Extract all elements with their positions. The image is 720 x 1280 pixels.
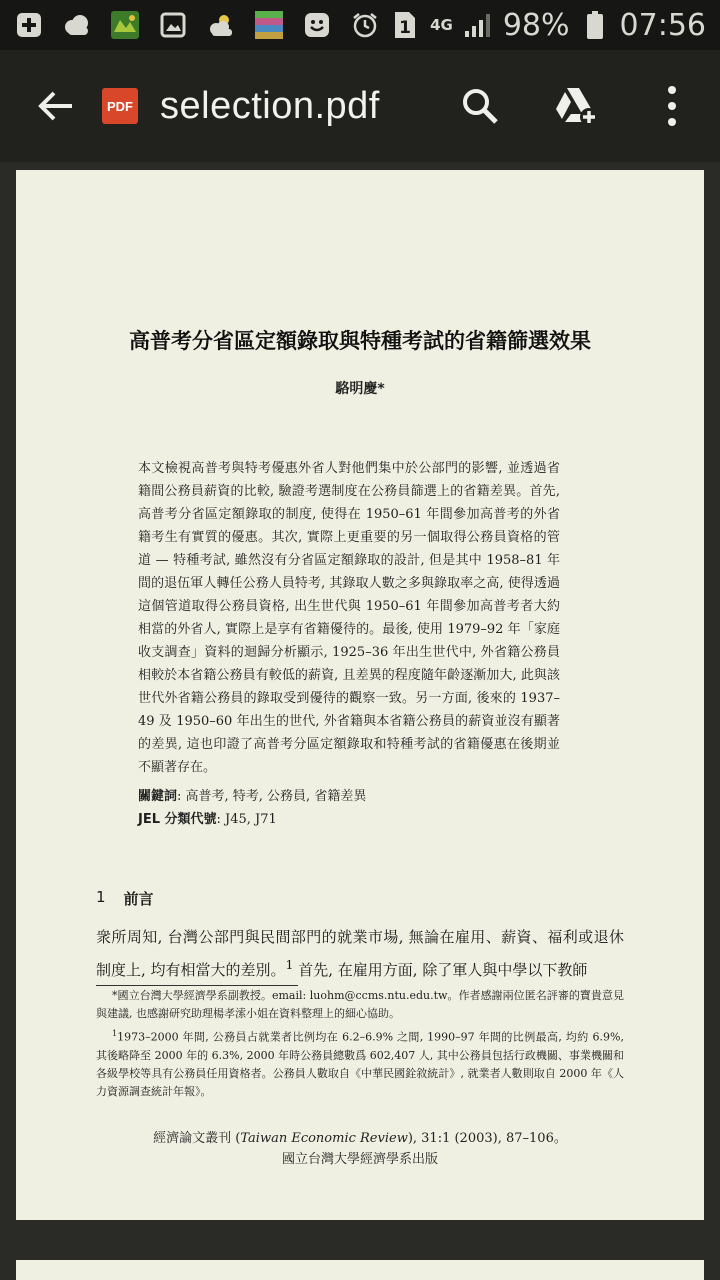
network-type: 4G [430,16,453,34]
paper-title: 高普考分省區定額錄取與特種考試的省籍篩選效果 [129,329,591,353]
add-to-drive-icon [553,85,599,127]
more-options-button[interactable] [624,50,720,162]
file-title: selection.pdf [160,84,380,127]
abstract: 本文檢視高普考與特考優惠外省人對他們集中於公部門的影響, 並透過省籍間公務員薪資的比較, 驗證考選制度在公務員篩選上的省籍差異。首先, 高普考分省區定額錄取的制度, 使得在 1950–61 年間參加高普考的外省籍考生有實質的優惠。其次, 實際上更重要的另一個取得公務員資格的管道 — 特種考試, 雖然沒有分省區定額錄取的設計, 但是其中 1958–81 年間的退伍軍人轉任公務人員特考, 其錄取人數之多與錄取率之高, 使得透過這個管道取得公務員資格, 出生世代與 1950–61 年間參加高普考者大約相當的外省人, 實際上是享有省籍優待的。最後, 使用 1979–92 年「家庭收支調查」資料的迴歸分析顯示, 1925–36 年出生世代中, 外省籍公務員相較於本省籍公務員有較低的薪資, 且差異的程度隨年齡逐漸加大, 此與該世代外省籍公務員的錄取受到優待的觀察一致。另一方面, 後來的 1937–49 及 1950–60 年出生的世代, 外省籍與本省籍公務員的薪資並沒有顯著的差異, 這也印證了高普考分區定額錄取和特種考試的省籍優惠在後期並不顯著存在。 [138,461,560,775]
pdf-file-icon: PDF [102,88,138,124]
keywords-value: : 高普考, 特考, 公務員, 省籍差異 [177,789,367,804]
signal-icon [463,10,493,40]
alarm-icon [350,10,380,40]
battery-percent: 98% [502,7,570,43]
gallery-icon [158,10,188,40]
battery-icon [580,10,610,40]
status-bar [0,0,720,50]
journal-name-en: Taiwan Economic Review [240,1131,408,1146]
footnote-1 [96,1025,624,1101]
footnote-divider [96,985,298,986]
jel-line [138,809,560,831]
keywords-label: 關鍵詞 [138,789,178,804]
keywords-line [138,786,560,808]
next-pdf-page [16,1260,704,1280]
section-heading [96,888,154,909]
sim-slot-number: 1 [399,18,412,38]
footnote-author: *國立台灣大學經濟學系副教授。email: luohm@ccms.ntu.edu.tw。作者感謝兩位匿名評審的寶貴意見與建議, 也感謝研究助理楊孝溹小姐在資料整理上的細心協助。 [96,989,624,1020]
footnotes [96,987,624,1103]
back-button[interactable] [0,50,112,162]
journal-name-cn: 經濟論文叢刊 ( [153,1131,241,1146]
add-to-drive-button[interactable] [528,50,624,162]
clock: 07:56 [619,7,706,43]
weather-icon [206,10,236,40]
journal-info [16,1128,704,1170]
cloud-icon [62,10,92,40]
paper-author: 駱明慶* [335,381,385,397]
pdf-page [16,170,704,1220]
jel-value: : J45, J71 [216,812,277,827]
journal-volume: ), 31:1 (2003), 87–106。 [407,1131,567,1146]
smiley-icon [302,10,332,40]
colorful-app-icon [254,10,284,40]
sim-slot-icon [390,10,420,40]
section-number: 1 [96,888,106,906]
more-vert-icon [666,85,678,127]
journal-citation [16,1128,704,1149]
footnote-reference: 1 [285,957,294,972]
search-icon [460,86,500,126]
footnote-1-mark: 1 [112,1029,118,1038]
section-title: 前言 [123,890,154,908]
back-arrow-icon [38,88,74,124]
body-text-part2: 首先, 在雇用方面, 除了軍人與中學以下教師 [293,961,588,979]
document-viewport[interactable] [0,162,720,1280]
body-paragraph [96,923,624,984]
body-text-part1: 衆所周知, 台灣公部門與民間部門的就業市場, 無論在雇用、薪資、福利或退休制度上, 均有相當大的差別。 [96,928,624,979]
search-button[interactable] [432,50,528,162]
add-notification-icon [14,10,44,40]
app-bar [0,50,720,162]
journal-publisher: 國立台灣大學經濟學系出版 [281,1152,438,1167]
app-notification-icon [110,10,140,40]
jel-label: JEL 分類代號 [138,812,217,827]
footnote-1-text: 1973–2000 年間, 公務員占就業者比例均在 6.2–6.9% 之間, 1990–97 年間的比例最高, 均約 6.9%, 其後略降至 2000 年的 6.3%, 2000 年時公務員總數爲 602,407 人, 其中公務員包括行政機關、事業機關和各級學校等具有公務員任用資格者。公務員人數取自《中華民國銓敘統計》, 就業者人數則取自 2000 年《人力資源調查統計年報》。 [96,1030,624,1098]
